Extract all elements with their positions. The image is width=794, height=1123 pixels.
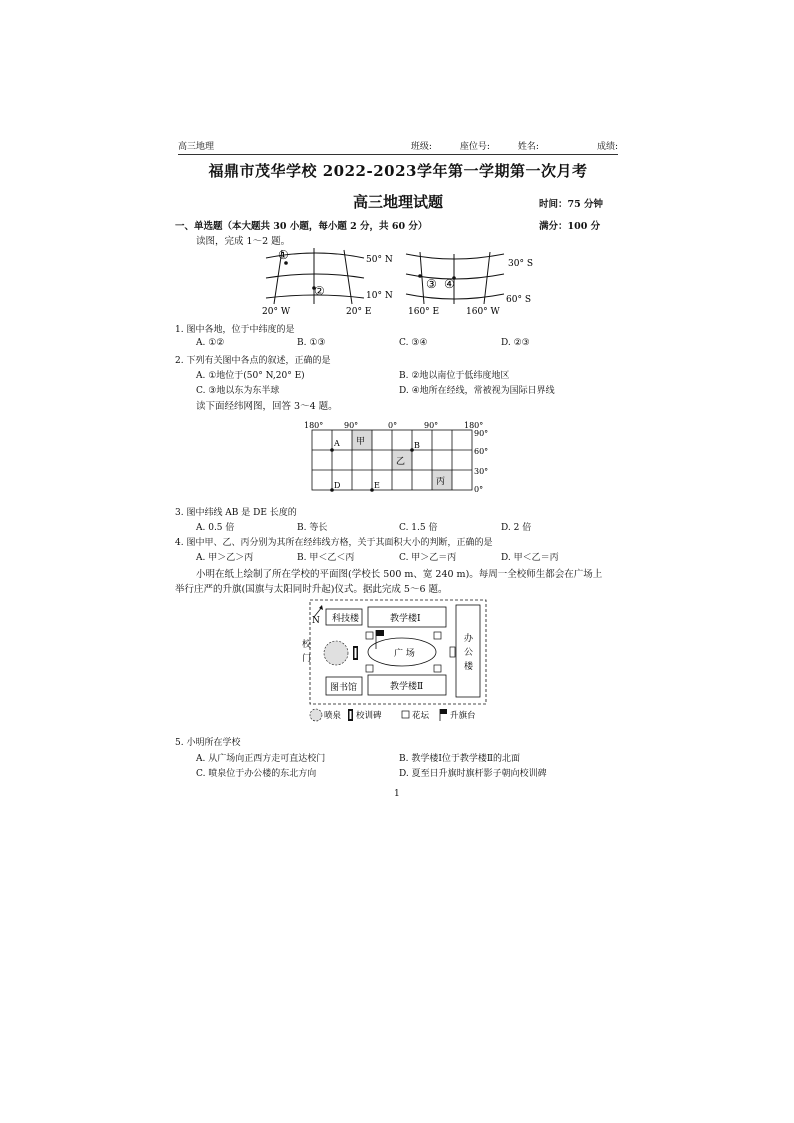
lat-10n: 10° N <box>366 291 393 301</box>
exam-title: 福鼎市茂华学校 2022-2023学年第一学期第一次月考 <box>208 162 588 180</box>
office-char-1: 办 <box>464 634 474 644</box>
q5-option-a: A. 从广场向正西方走可直达校门 <box>196 754 326 764</box>
lon-160w: 160° W <box>466 307 500 317</box>
q4-option-a: A. 甲＞乙＞丙 <box>196 553 254 563</box>
point-e: E <box>374 481 380 490</box>
header-subject: 高三地理 <box>178 142 215 152</box>
school-plan-map <box>300 597 496 727</box>
lon-160e: 160° E <box>408 307 440 317</box>
exam-time: 时间：75 分钟 <box>539 199 604 210</box>
q3-option-a: A. 0.5 倍 <box>196 523 235 533</box>
q5-option-b: B. 教学楼Ⅰ位于教学楼Ⅱ的北面 <box>399 754 521 764</box>
building-jx1: 教学楼Ⅰ <box>390 614 421 624</box>
header-score: 成绩: <box>596 142 618 152</box>
building-library: 图书馆 <box>330 683 358 693</box>
office-char-3: 楼 <box>464 662 474 672</box>
page-header <box>178 139 618 155</box>
graticule-map-south <box>404 250 544 320</box>
building-keji: 科技楼 <box>332 614 360 624</box>
intro-5-6-line1: 小明在纸上绘制了所在学校的平面图(学校长 500 m、宽 240 m)。每周一全校师生都会在广场上 <box>196 569 603 580</box>
q3-option-d: D. 2 倍 <box>501 523 532 533</box>
legend-motto: 校训碑 <box>356 711 382 721</box>
lon-180-right: 180° <box>464 421 484 430</box>
lat-30s: 30° S <box>508 259 533 269</box>
lat-60s: 60° S <box>506 295 531 305</box>
legend-fountain: 喷泉 <box>324 711 342 721</box>
gate-char-2: 门 <box>302 654 312 664</box>
q1-option-a: A. ①② <box>196 338 225 348</box>
q2-option-d: D. ④地所在经线，常被视为国际日界线 <box>399 386 555 396</box>
q2-option-b: B. ②地以南位于低纬度地区 <box>399 371 510 381</box>
lon-90-left: 90° <box>344 421 359 430</box>
intro-3-4: 读下面经纬网图，回答 3～4 题。 <box>196 401 338 412</box>
building-jx2: 教学楼Ⅱ <box>390 682 424 692</box>
lat-30: 30° <box>474 467 489 476</box>
legend-flowerbed: 花坛 <box>412 711 430 721</box>
q5-option-c: C. 喷泉位于办公楼的东北方向 <box>196 769 317 779</box>
question-4: 4. 图中甲、乙、丙分别为其所在经纬线方格，关于其面积大小的判断，正确的是 <box>175 538 493 548</box>
legend-flagpole: 升旗台 <box>450 711 476 721</box>
q4-option-b: B. 甲＜乙＜丙 <box>297 553 355 563</box>
lat-90: 90° <box>474 429 489 438</box>
q1-option-d: D. ②③ <box>501 338 530 348</box>
q4-option-c: C. 甲＞乙＝丙 <box>399 553 457 563</box>
q2-option-c: C. ③地以东为东半球 <box>196 386 280 396</box>
cell-yi: 乙 <box>396 457 406 467</box>
q1-option-b: B. ①③ <box>297 338 326 348</box>
q3-option-c: C. 1.5 倍 <box>399 523 438 533</box>
lon-20w: 20° W <box>262 307 291 317</box>
lat-50n: 50° N <box>366 255 393 265</box>
graticule-map-north <box>256 246 396 318</box>
north-arrow: N <box>312 616 320 626</box>
point-3: ③ <box>426 277 437 291</box>
cell-jia: 甲 <box>356 437 366 447</box>
q3-option-b: B. 等长 <box>297 523 328 533</box>
question-1: 1. 图中各地，位于中纬度的是 <box>175 325 295 335</box>
header-class: 班级: <box>410 142 432 152</box>
page-number: 1 <box>394 789 400 799</box>
q2-option-a: A. ①地位于(50° N,20° E) <box>196 371 305 381</box>
lon-20e: 20° E <box>346 307 372 317</box>
exam-full-score: 满分：100 分 <box>539 221 601 232</box>
square-label: 广 场 <box>394 649 415 659</box>
q5-option-d: D. 夏至日升旗时旗杆影子朝向校训碑 <box>399 769 547 779</box>
gate-char-1: 校 <box>302 640 312 650</box>
point-4: ④ <box>444 277 455 291</box>
lon-90-right: 90° <box>424 421 439 430</box>
question-3: 3. 图中纬线 AB 是 DE 长度的 <box>175 508 297 518</box>
point-1: ① <box>278 248 289 262</box>
question-5: 5. 小明所在学校 <box>175 738 241 748</box>
intro-1-2: 读图，完成 1～2 题。 <box>196 236 291 247</box>
section-heading: 一、单选题（本大题共 30 小题，每小题 2 分，共 60 分） <box>175 221 428 232</box>
exam-subtitle: 高三地理试题 <box>352 193 443 211</box>
lat-60: 60° <box>474 447 489 456</box>
lon-0: 0° <box>388 421 398 430</box>
lat-lon-grid-map <box>300 418 500 498</box>
intro-5-6-line2: 举行庄严的升旗(国旗与太阳同时升起)仪式。据此完成 5～6 题。 <box>175 584 448 595</box>
point-a: A <box>334 439 340 448</box>
office-char-2: 公 <box>464 648 474 658</box>
point-b: B <box>414 441 420 450</box>
point-2: ② <box>314 284 325 298</box>
q1-option-c: C. ③④ <box>399 338 428 348</box>
header-seat: 座位号: <box>459 142 490 152</box>
question-2: 2. 下列有关图中各点的叙述，正确的是 <box>175 356 331 366</box>
header-name: 姓名: <box>517 142 539 152</box>
point-d: D <box>334 481 341 490</box>
lon-180-left: 180° <box>304 421 324 430</box>
lat-0: 0° <box>474 485 484 494</box>
q4-option-d: D. 甲＜乙＝丙 <box>501 553 559 563</box>
cell-bing: 丙 <box>436 477 446 487</box>
